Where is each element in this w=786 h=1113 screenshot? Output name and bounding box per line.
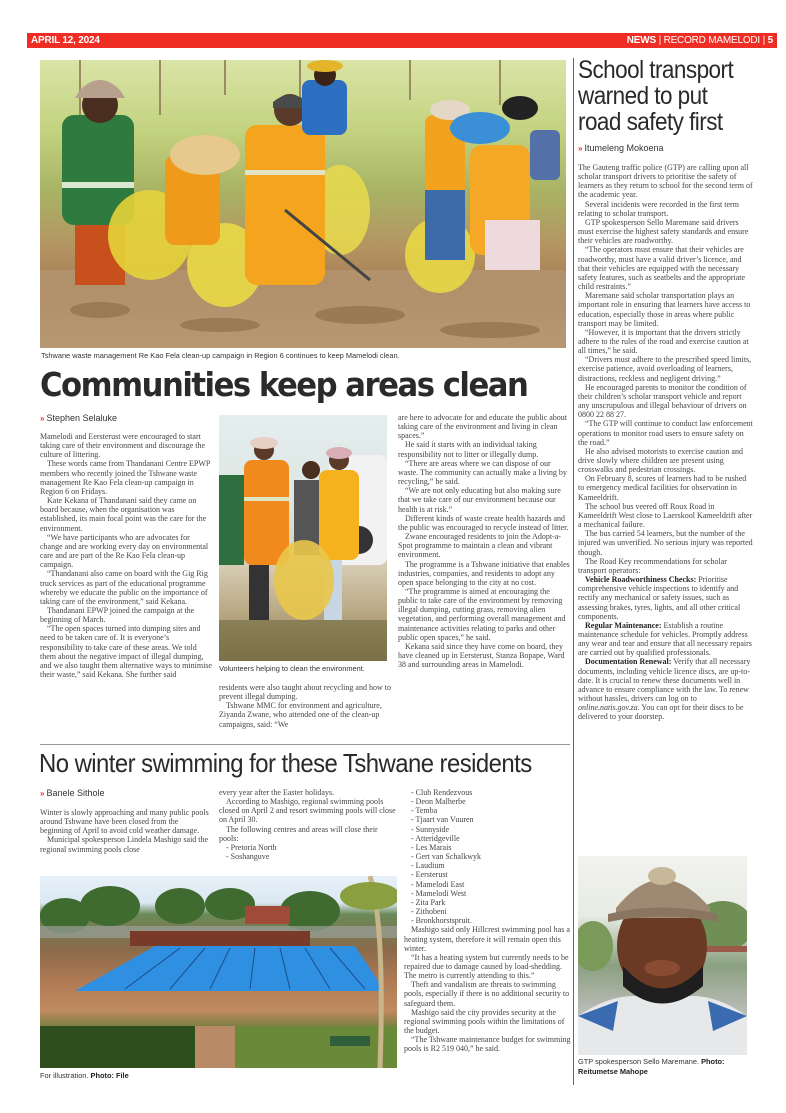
paragraph: The Road Key recommendations for scholar transport operators: <box>578 556 727 575</box>
swimming-column-3 <box>404 788 574 1054</box>
paragraph: The programme is a Tshwane initiative that enables industries, companies, and residents to adopt any open space belonging to the city at no cost. <box>398 559 570 587</box>
byline-chevron-icon: » <box>578 144 581 153</box>
pool-list-item: - Eersterust <box>411 870 448 880</box>
tip-text: Establish a routine maintenance schedule for vehicles. Promptly address any wear and tear and ensure that all necessary repairs are carried out by qualified professionals. <box>578 620 752 658</box>
paragraph: GTP spokesperson Sello Maremane said drivers must exercise the highest safety standards and ensure their vehicles are roadworthy. <box>578 217 749 246</box>
paragraph: “However, it is important that the drivers strictly adhere to the rules of the road and exercise caution at all times,” he said. <box>578 327 749 356</box>
pool-list-item: - Mamelodi East <box>411 879 465 889</box>
paragraph: “The Tshwane maintenance budget for swimming pools is R2 519 040,” he said. <box>404 1035 571 1054</box>
article-divider <box>40 744 570 745</box>
paragraph: Theft and vandalism are threats to swimming pools, especially if there is no additional security to safeguard them. <box>404 980 570 1008</box>
cleanup-main-photo <box>40 60 566 348</box>
byline-chevron-icon: » <box>40 789 43 798</box>
pool-photo-illustration <box>40 876 397 1068</box>
column-divider <box>573 58 574 1085</box>
transport-headline-line-3: road safety first <box>578 108 723 136</box>
paragraph: Municipal spokesperson Lindela Mashigo said the regional swimming pools close <box>40 835 209 854</box>
byline-chevron-icon: » <box>40 414 43 423</box>
paragraph: The school bus veered off Roux Road in Kameeldrift West close to Laerskool Kameeldrift after a mechanical failure. <box>578 501 753 530</box>
section-label: NEWS <box>626 35 656 46</box>
paragraph: On February 8, scores of learners had to be rushed to emergency medical facilities for observation in Kameeldrift. <box>578 474 747 502</box>
paragraph: Winter is slowly approaching and many public pools around Tshwane have been closed from the beginning of April to avoid cold weather damage. <box>40 808 209 836</box>
paragraph: “The GTP will continue to conduct law enforcement operations to monitor road users to ensure safety on the road.” <box>578 419 753 447</box>
paragraph: Several incidents were recorded in the first term relating to scholar transport. <box>578 199 739 218</box>
paragraph: He encouraged parents to monitor the condition of their children’s scholar transport vehicle and report any unscrupulous and illegal behaviour of drivers on 0800 22 88 27. <box>578 382 747 420</box>
pool-list-item: - Mamelodi West <box>411 888 467 898</box>
tip-label: Regular Maintenance: <box>585 620 662 630</box>
paragraph: Kekana said since they have come on board, they have cleaned up in Eersterust, Stanza Bopape, Ward 38 and surrounding areas in Mamelodi. <box>398 641 565 670</box>
pool-caption-credit: Photo: File <box>90 1071 129 1080</box>
pool-list-item: - Zita Park <box>411 897 446 907</box>
pool-list-item: - Club Rendezvous <box>411 788 473 797</box>
swimming-headline: No winter swimming for these Tshwane residents <box>39 748 532 778</box>
cleanup-author: Stephen Selaluke <box>46 413 118 423</box>
cleanup-column-3 <box>398 413 570 669</box>
paragraph: Mashigo said the city provides security at the regional swimming pools within the limitations of the budget. <box>404 1007 565 1036</box>
cleanup-byline <box>40 413 117 423</box>
spokesperson-illustration <box>578 856 747 1055</box>
pool-list-item: - Pretoria North <box>226 842 277 852</box>
paragraph: The Gauteng traffic police (GTP) are calling upon all scholar transport drivers to prioritise the safety of learners as they return to school for the second term of the academic year. <box>578 163 753 200</box>
spokesperson-photo <box>578 856 747 1055</box>
paragraph: Maremane said scholar transportation plays an important role in ensuring that learners have access to education, especially those in areas where public transport may be limited. <box>578 291 751 328</box>
tip-text-after: . You can opt for their discs to be delivered to your doorstep. <box>578 703 744 722</box>
spokesperson-caption-credit-name: Reitumetse Mahope <box>578 1067 648 1076</box>
pool-list-item: - Sunnyside <box>411 824 449 834</box>
volunteers-photo-illustration <box>219 415 387 661</box>
paragraph: “The operators must ensure that their vehicles are roadworthy, must have a valid driver’s licence, and that their vehicles are equipped with the necessary safety features, such as seatbelts and the appropriate child restraints.” <box>578 245 746 292</box>
tip-label: Documentation Renewal: <box>585 657 672 667</box>
pool-list-item: - Bronkhorstspruit. <box>411 916 472 926</box>
paragraph: “Thandanani also came on board with the Gig Rig truck services as part of the educational programme whereby we educate the public on the importance of taking care of the environment,” said Kekana. <box>40 569 208 606</box>
paragraph: “It has a heating system but currently needs to be repaired due to damage caused by load-shedding. The metro is currently attending to this.” <box>404 952 569 981</box>
volunteers-photo <box>219 415 387 661</box>
paragraph: “The programme is aimed at encouraging the public to take care of the environment by removing illegal dumping, cutting grass, removing alien vegetation, and performing overall management and maintenance activities relating to parks and other public open spaces,” he said. <box>398 586 566 642</box>
paragraph: He said it starts with an individual taking responsibility not to litter or illegally dump. <box>398 440 539 459</box>
cleanup-column-2 <box>219 683 391 729</box>
pool-list-item: - Les Marais <box>411 842 452 852</box>
pool-list-item: - Zithobeni <box>411 907 447 917</box>
paragraph: are here to advocate for and educate the public about taking care of the environment and living in clean spaces.” <box>398 413 568 441</box>
separator: | <box>762 35 766 46</box>
paragraph: “We are not only educating but also making sure that we take care of our environment because our health is at risk.” <box>398 486 561 514</box>
pool-caption-text: For illustration. <box>40 1071 89 1080</box>
paragraph: Different kinds of waste create health hazards and the public was encouraged to recycle instead of litter. <box>398 513 569 532</box>
swimming-byline <box>40 788 105 798</box>
paragraph: The following centres and areas will close their pools: <box>219 824 378 843</box>
paragraph: According to Mashigo, regional swimming pools closed on April 2 and resort swimming pools will close on April 30. <box>219 797 396 825</box>
paragraph: Zwane encouraged residents to join the Adopt-a-Spot programme to maintain a clean and vibrant environment. <box>398 532 561 560</box>
transport-headline-line-1: School transport <box>578 56 734 84</box>
pool-list-item: - Atteridgeville <box>411 833 460 843</box>
paragraph: Tshwane MMC for environment and agriculture, Ziyanda Zwane, who attended one of the clean-up campaigns, said: “We <box>219 701 382 729</box>
pool-list-item: - Laudium <box>411 861 445 871</box>
paragraph: “There are areas where we can dispose of our waste. The community can actually make a living by recycling,” he said. <box>398 458 567 487</box>
paragraph: “We have participants who are advocates for change and are working every day on environmental care and are part of the Re Kao Fela clean-up campaign. <box>40 532 209 570</box>
paragraph: Mamelodi and Eersterust were encouraged to start taking care of their environment and discourage the culture of littering. <box>40 432 206 460</box>
paragraph: every year after the Easter holidays. <box>219 788 335 797</box>
tip-paragraph <box>578 657 754 721</box>
issue-date: APRIL 12, 2024 <box>31 35 100 46</box>
pool-photo-caption <box>40 1071 400 1081</box>
cleanup-main-photo-caption: Tshwane waste management Re Kao Fela clean-up campaign in Region 6 continues to keep Mamelodi clean. <box>41 351 400 360</box>
cleanup-column-1 <box>40 432 212 679</box>
paragraph: “The open spaces turned into dumping sites and need to be taken care of. It is everyone’s responsibility to take care of these areas. We told them about the negative impact of illegal dumping, and we also taught them alternative ways to minimise their waste,” said Kekana. She further said <box>40 624 212 680</box>
tip-paragraph <box>578 575 754 621</box>
pool-list-item: - Tjaart van Vuuren <box>411 815 474 825</box>
paragraph: residents were also taught about recycling and how to prevent illegal dumping. <box>219 683 391 702</box>
separator: | <box>658 35 661 46</box>
tip-text: Verify that all necessary documents, including vehicle licence discs, are up-to-date. It is crucial to renew these documents well in advance to ensure compliance with the law. To renew without hassles, drivers can log on to <box>578 657 751 704</box>
tip-label: Vehicle Roadworthiness Checks: <box>585 575 697 585</box>
tip-text: Prioritise comprehensive vehicle inspections to identify and rectify any mechanical or safety issues, such as assessing brakes, tyres, lights, and all other critical components. <box>578 575 741 621</box>
page-number: 5 <box>767 35 773 46</box>
paragraph: The bus carried 54 learners, but the number of the injured was unverified. No serious injury was reported though. <box>578 529 753 557</box>
spokesperson-photo-caption <box>578 1057 758 1077</box>
transport-byline <box>578 143 664 153</box>
paragraph: Thandanani EPWP joined the campaign at the beginning of March. <box>40 605 195 625</box>
paragraph: Mashigo said only Hillcrest swimming pool has a heating system, therefore it will remain open this winter. <box>404 925 570 953</box>
pool-list-item: - Temba <box>411 806 438 816</box>
spokesperson-caption-credit-label: Photo: <box>701 1057 725 1066</box>
swimming-author: Banele Sithole <box>46 788 105 798</box>
transport-body <box>578 163 754 722</box>
transport-author: Itumeleng Mokoena <box>584 143 664 153</box>
section-info <box>627 35 773 46</box>
swimming-pool-photo <box>40 876 397 1068</box>
page-header-bar <box>27 33 777 48</box>
spokesperson-caption-text: GTP spokesperson Sello Maremane. <box>578 1057 700 1066</box>
pool-list-item: - Soshanguve <box>226 852 270 862</box>
transport-headline <box>578 57 733 135</box>
natis-link[interactable]: online.natis.gov.za <box>578 703 638 713</box>
paragraph: Kate Kekana of Thandanani said they came on board because, when the organisation was established, its main focal point was the care for the environment. <box>40 496 207 533</box>
cleanup-headline: Communities keep areas clean <box>40 365 528 404</box>
volunteers-photo-caption: Volunteers helping to clean the environment. <box>219 664 365 673</box>
transport-headline-line-2: warned to put <box>578 82 708 110</box>
paragraph: These words came from Thandanani Centre EPWP members who recently joined the Tshwane waste management Re Kao Fela clean-up campaign in Region 6 on Fridays. <box>40 459 211 496</box>
publication-name: RECORD MAMELODI <box>663 35 761 46</box>
paragraph: He also advised motorists to exercise caution and drive slowly where children are present using crosswalks and pedestrian crossings. <box>578 446 743 475</box>
paragraph: “Drivers must adhere to the prescribed speed limits, exercise patience, avoid overloading of learners, distractions, reckless and negligent driving.” <box>578 355 752 383</box>
tip-paragraph <box>578 621 754 658</box>
pool-list-item: - Gert van Schalkwyk <box>411 852 481 862</box>
pool-list-item: - Deon Malherbe <box>411 797 466 807</box>
swimming-column-1 <box>40 808 212 854</box>
cleanup-photo-illustration <box>40 60 566 348</box>
swimming-column-2 <box>219 788 397 861</box>
